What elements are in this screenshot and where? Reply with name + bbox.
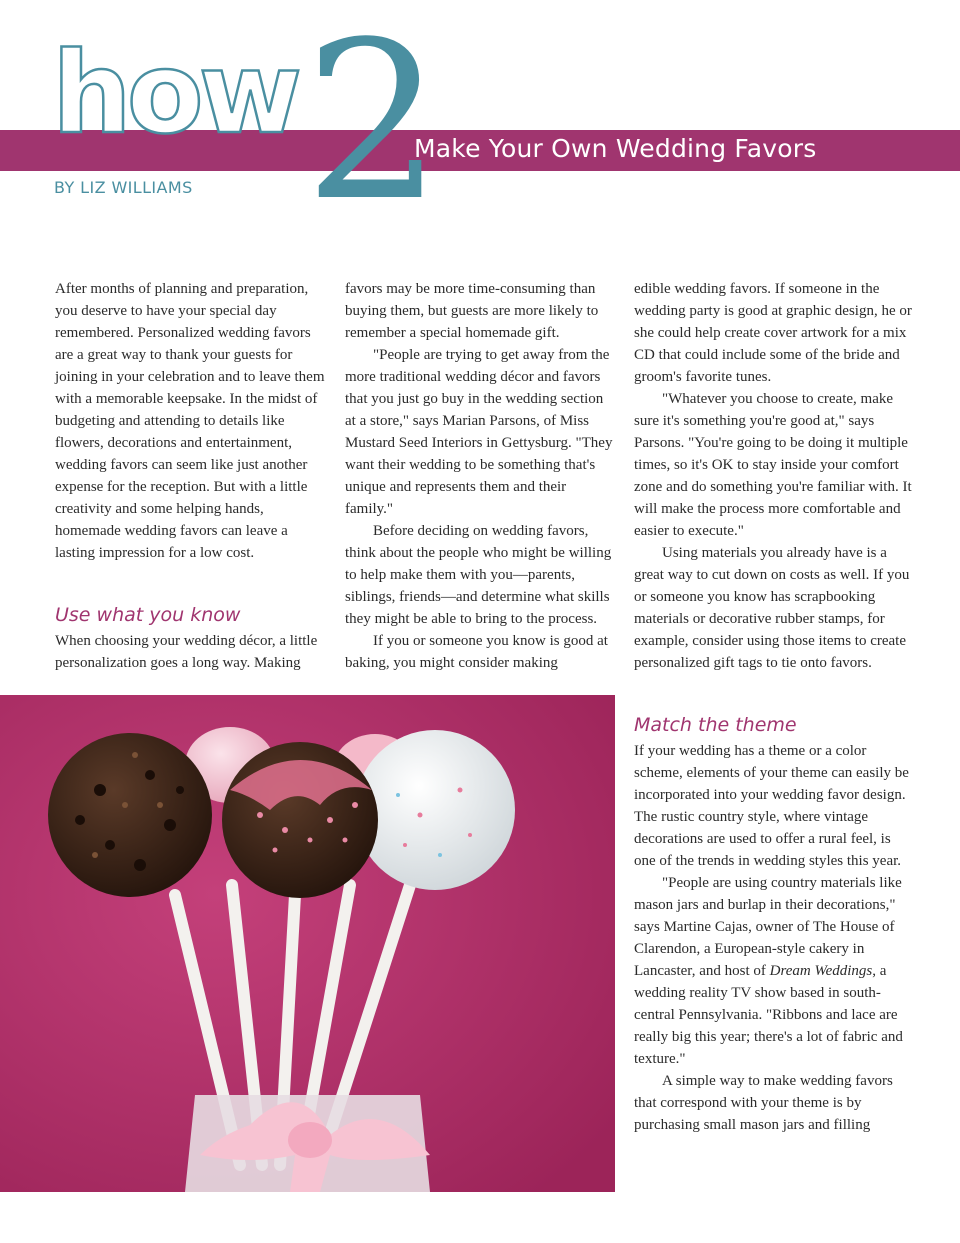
paragraph: edible wedding favors. If someone in the wedding party is good at graphic design, he or she could help create cover artwork for a mix CD that could include some of the bride and groom's favorite tunes. bbox=[634, 281, 912, 385]
paragraph: "Whatever you choose to create, make sure it's something you're good at," says Parsons. "You're going to be doing it multiple times, so it's OK to stay inside your comfort zone and do something you're familiar with. It will make the process more comfortable and easier to execute." bbox=[634, 391, 912, 539]
paragraph: A simple way to make wedding favors that correspond with your theme is by purchasing small mason jars and filling bbox=[634, 1073, 893, 1133]
paragraph: favors may be more time-consuming than buying them, but guests are more likely to remember a special homemade gift. bbox=[345, 281, 599, 341]
paragraph: Using materials you already have is a great way to cut down on costs as well. If you or someone you know has scrapbooking materials or decorative rubber stamps, for example, consider using those items to create personalized gift tags to tie onto favors. bbox=[634, 545, 910, 671]
paragraph: After months of planning and preparation, you deserve to have your special day remembered. Personalized wedding favors are a great way to thank your guests for joining in your celebration and to leave them with a memorable keepsake. In the midst of budgeting and attending to details like flowers, decorations and entertainment, wedding favors can seem like just another expense for the reception. But with a little creativity and some helping hands, homemade wedding favors can leave a lasting impression for a low cost. bbox=[55, 281, 325, 561]
show-title: Dream Weddings bbox=[769, 963, 873, 979]
logo-number: 2 bbox=[304, 0, 443, 249]
logo-how: how bbox=[52, 29, 298, 159]
cake-pops-photo bbox=[0, 695, 615, 1192]
paragraph: "People are trying to get away from the more traditional wedding décor and favors that you just go buy in the wedding section at a store," says Marian Parsons, of Miss Mustard Seed Interiors in Gettysburg. "They want their wedding to be something that's unique and represents them and their family." bbox=[345, 347, 613, 517]
section-heading-match-the-theme: Match the theme bbox=[634, 714, 797, 736]
paragraph: When choosing your wedding décor, a little personalization goes a long way. Making bbox=[55, 633, 318, 671]
section-heading-use-what-you-know: Use what you know bbox=[55, 604, 241, 626]
paragraph: If your wedding has a theme or a color scheme, elements of your theme can easily be incorporated into your wedding favor design. The rustic country style, where vintage decorations are used to offer a rural feel, is one of the trends in wedding styles this year. bbox=[634, 743, 909, 869]
article-title: Make Your Own Wedding Favors bbox=[414, 134, 817, 163]
column-1 bbox=[55, 278, 330, 564]
column-2 bbox=[345, 278, 615, 674]
paragraph: Before deciding on wedding favors, think about the people who might be willing to help make them with you—parents, siblings, friends—and determine what skills they might be able to bring to the process. bbox=[345, 523, 612, 627]
column-3 bbox=[634, 278, 912, 674]
byline: BY LIZ WILLIAMS bbox=[54, 178, 193, 197]
paragraph: If you or someone you know is good at baking, you might consider making bbox=[345, 633, 608, 671]
column-3-continued bbox=[634, 740, 912, 1136]
paragraph: "People are using country materials like mason jars and burlap in their decorations," says Martine Cajas, owner of The House of Clarendon, a European-style cakery in Lancaster, and host of Dream Weddings, a wedding reality TV show based in south-central Pennsylvania. "Ribbons and lace are really big this year; there's a lot of fabric and texture." bbox=[634, 875, 903, 1067]
column-1-continued bbox=[55, 630, 330, 674]
